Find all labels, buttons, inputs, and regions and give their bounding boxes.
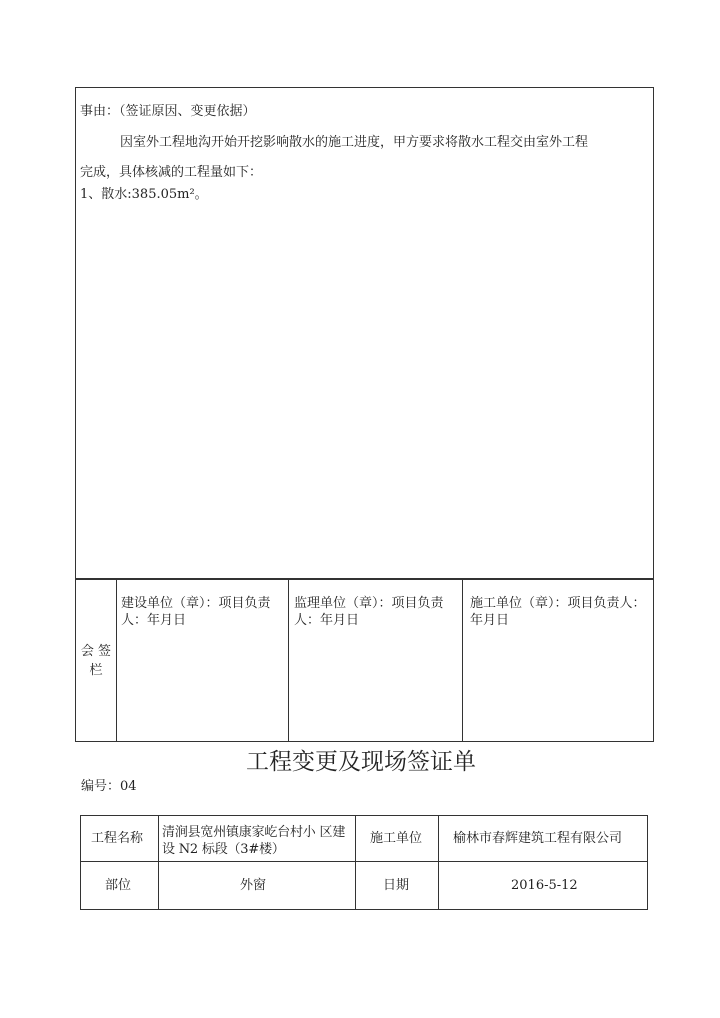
date-value: 2016-5-12 (511, 878, 578, 893)
builder-label: 施工单位 (370, 831, 423, 846)
reason-line-2: 完成，具体核减的工程量如下： (80, 165, 263, 180)
signoff-label: 会 签 栏 (80, 644, 112, 678)
reason-section (75, 87, 654, 580)
page-title: 工程变更及现场签证单 (246, 749, 476, 775)
builder-unit-sign: 施工单位（章）：项目负责人：年月日 (470, 596, 646, 628)
supervision-unit-sign: 监理单位（章）：项目负责人：年月日 (294, 596, 444, 628)
signoff-divider-3 (462, 578, 463, 742)
info-table-col-divider-3 (438, 815, 439, 910)
signoff-divider-1 (116, 578, 117, 742)
info-table-col-divider-1 (158, 815, 159, 910)
info-table-col-divider-2 (355, 815, 356, 910)
part-value: 外窗 (240, 878, 267, 893)
signoff-divider-2 (288, 578, 289, 742)
reason-line-1: 因室外工程地沟开始开挖影响散水的施工进度，甲方要求将散水工程交由室外工程 (120, 135, 589, 150)
reason-heading: 事由：（签证原因、变更依据） (80, 104, 256, 119)
project-name-label: 工程名称 (91, 831, 144, 846)
serial-number: 编号：04 (81, 779, 137, 794)
reason-item-1: 1、散水:385.05m²。 (80, 187, 208, 202)
part-label: 部位 (105, 878, 132, 893)
date-label: 日期 (383, 878, 410, 893)
builder-value: 榆林市春辉建筑工程有限公司 (453, 831, 623, 846)
project-name-value: 清涧县宽州镇康家屹台村小 区建设 N2 标段（3#楼） (162, 825, 346, 857)
signoff-bottom-line (75, 741, 654, 742)
construction-unit-sign: 建设单位（章）：项目负责人：年月日 (121, 596, 271, 628)
info-table-row-divider (80, 861, 648, 862)
